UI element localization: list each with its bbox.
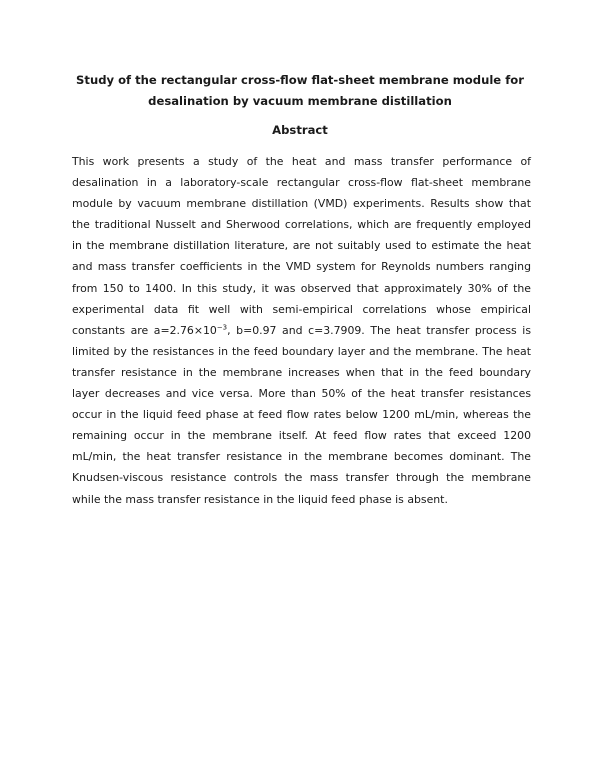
- paper-title: [60, 70, 540, 112]
- abstract-exponent: −3: [216, 323, 228, 332]
- abstract-paragraph: [72, 151, 531, 510]
- abstract-text-part-1: This work presents a study of the heat and mass transfer performance of desalination in a laboratory-scale rectangular cross-flow flat-sheet membrane module by vacuum membrane distillation (VMD) experiments. Results show that the traditional Nusselt and Sherwood correlations, which are frequently employed in the membrane distillation literature, are not suitably used to estimate the heat and mass transfer coefficients in the VMD system for Reynolds numbers ranging from 150 to 1400. In this study, it was observed that approximately 30% of the experimental data fit well with semi-empirical correlations whose empirical constants are a=2.76×10: [72, 155, 531, 337]
- abstract-text-part-2: , b=0.97 and c=3.7909. The heat transfer process is limited by the resistances in the feed boundary layer and the membrane. The heat transfer resistance in the membrane increases when that in the feed boundary layer decreases and vice versa. More than 50% of the heat transfer resistances occur in the liquid feed phase at feed flow rates below 1200 mL/min, whereas the remaining occur in the membrane itself. At feed flow rates that exceed 1200 mL/min, the heat transfer resistance in the membrane becomes dominant. The Knudsen-viscous resistance controls the mass transfer through the membrane while the mass transfer resistance in the liquid feed phase is absent.: [72, 323, 531, 506]
- abstract-heading: Abstract: [272, 123, 328, 137]
- paper-title-line-2: desalination by vacuum membrane distillation: [148, 94, 452, 108]
- paper-title-line-1: Study of the rectangular cross-flow flat-sheet membrane module for: [76, 73, 524, 87]
